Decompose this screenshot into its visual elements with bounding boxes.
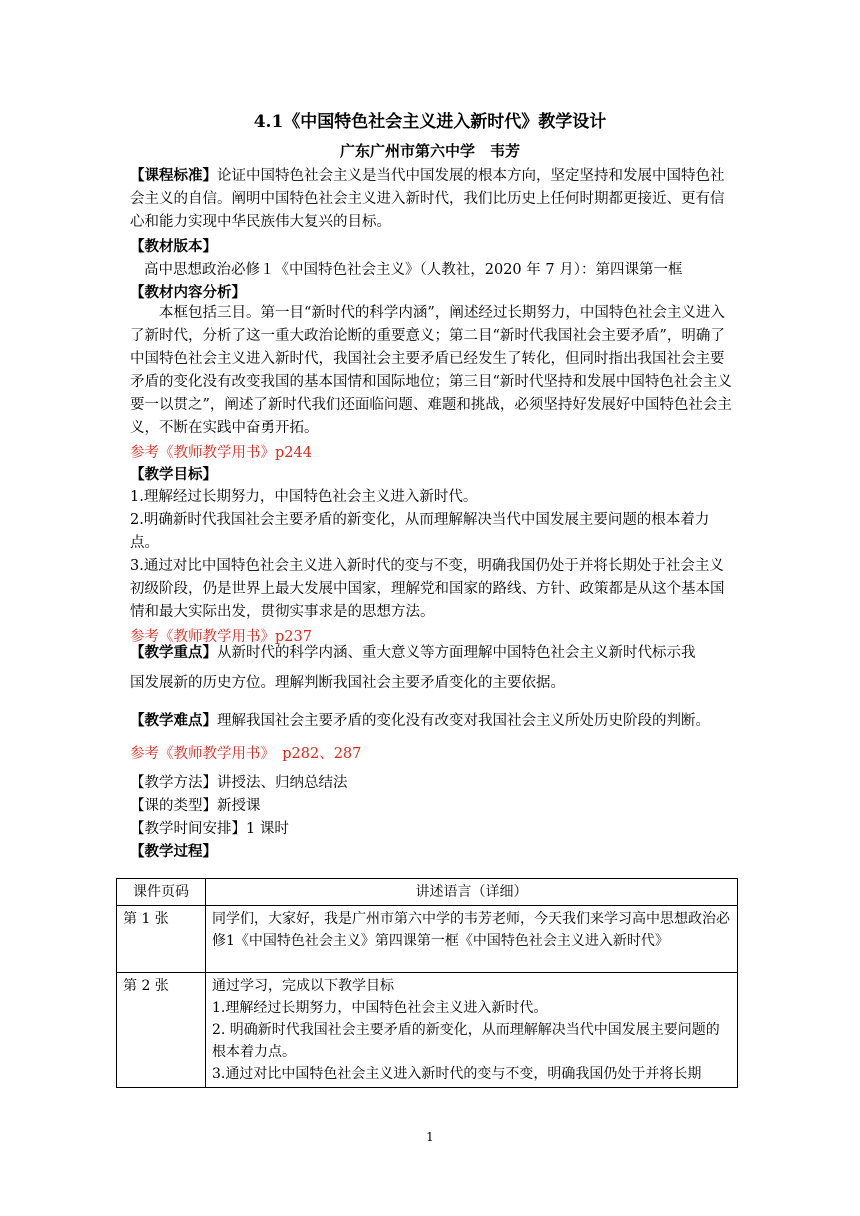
- key-points: [130, 641, 740, 662]
- page-number: 1: [426, 1130, 434, 1144]
- speech-line: 通过学习，完成以下教学目标: [212, 978, 394, 994]
- key-points-line1: 从新时代的科学内涵、重大意义等方面理解中国特色社会主义新时代标示我: [217, 645, 696, 661]
- content-analysis-text: 本框包括三目。第一目“新时代的科学内涵”，阐述经过长期努力，中国特色社会主义进入了新时代，分析了这一重大政治论断的重要意义；第二目“新时代我国社会主要矛盾”，明确了中国特色社会主义进入新时代，我国社会主要矛盾已经发生了转化，但同时指出我国社会主要矛盾的变化没有改变我国的基本国情和国际地位；第三目“新时代坚持和发展中国特色社会主义要一以贯之”，阐述了新时代我们还面临问题、难题和挑战，必须坚持好发展好中国特色社会主义，不断在实践中奋勇开拓。: [130, 305, 732, 436]
- textbook-text: 高中思想政治必修１《中国特色社会主义》（人教社，2020 年 7 月）：第四课第一框: [144, 262, 683, 278]
- process-label: 【教学过程】: [130, 843, 217, 860]
- goals-label: 【教学目标】: [130, 466, 217, 483]
- speech-line: 3.通过对比中国特色社会主义进入新时代的变与不变，明确我国仍处于并将长期: [212, 1066, 702, 1082]
- difficulty-label: 【教学难点】: [130, 712, 217, 729]
- document-title: 4.1《中国特色社会主义进入新时代》教学设计: [253, 112, 607, 132]
- difficulty-text: 理解我国社会主要矛盾的变化没有改变对我国社会主义所处历史阶段的判断。: [217, 713, 710, 729]
- teaching-method: 【教学方法】讲授法、归纳总结法: [130, 775, 348, 791]
- process-table: [116, 878, 738, 1088]
- table-header-page: 课件页码: [117, 879, 206, 906]
- textbook-label: 【教材版本】: [130, 238, 217, 255]
- content-analysis-ref: 参考《教师教学用书》p244: [130, 445, 312, 461]
- table-row: [117, 973, 738, 1088]
- table-row: [117, 906, 738, 973]
- content-analysis-label: 【教材内容分析】: [130, 284, 246, 301]
- key-points-line2: 国发展新的历史方位。理解判断我国社会主要矛盾变化的主要依据。: [130, 675, 565, 691]
- table-header-row: [117, 879, 738, 906]
- course-standard: [130, 164, 735, 234]
- table-cell-page: 第 1 张: [117, 906, 206, 973]
- table-cell-page: 第 2 张: [117, 973, 206, 1088]
- goal-item-2: 2.明确新时代我国社会主要矛盾的新变化，从而理解解决当代中国发展主要问题的根本着力点。: [130, 512, 710, 551]
- difficulty-ref: 参考《教师教学用书》 p282、287: [130, 746, 362, 762]
- speech-line: 2. 明确新时代我国社会主要矛盾的新变化，从而理解解决当代中国发展主要问题的根本着力点。: [212, 1022, 720, 1060]
- teaching-time: 【教学时间安排】1 课时: [130, 821, 289, 837]
- difficulty: [130, 709, 740, 730]
- course-standard-label: 【课程标准】: [130, 167, 217, 184]
- course-standard-text: 论证中国特色社会主义是当代中国发展的根本方向，坚定坚持和发展中国特色社会主义的自信。阐明中国特色社会主义进入新时代，我们比历史上任何时期都更接近、更有信心和能力实现中华民族伟大复兴的目标。: [130, 168, 725, 230]
- lesson-type: 【课的类型】新授课: [130, 798, 261, 814]
- speech-line: 同学们，大家好，我是广州市第六中学的韦芳老师，今天我们来学习高中思想政治必修1《中国特色社会主义》第四课第一框《中国特色社会主义进入新时代》: [212, 911, 730, 949]
- table-cell-speech: [206, 906, 738, 973]
- key-points-label: 【教学重点】: [130, 644, 217, 661]
- goal-item-3: 3.通过对比中国特色社会主义进入新时代的变与不变，明确我国仍处于并将长期处于社会主义初级阶段，仍是世界上最大发展中国家，理解党和国家的路线、方针、政策都是从这个基本国情和最大实际出发，贯彻实事求是的思想方法。: [130, 558, 725, 620]
- speech-line: 1.理解经过长期努力，中国特色社会主义进入新时代。: [212, 1000, 548, 1016]
- document-author: 广东广州市第六中学 韦芳: [339, 142, 520, 160]
- table-cell-speech: [206, 973, 738, 1088]
- goal-item-1: 1.理解经过长期努力，中国特色社会主义进入新时代。: [130, 489, 478, 505]
- table-header-speech: 讲述语言（详细）: [206, 879, 738, 906]
- goals-ref: 参考《教师教学用书》p237: [130, 629, 312, 645]
